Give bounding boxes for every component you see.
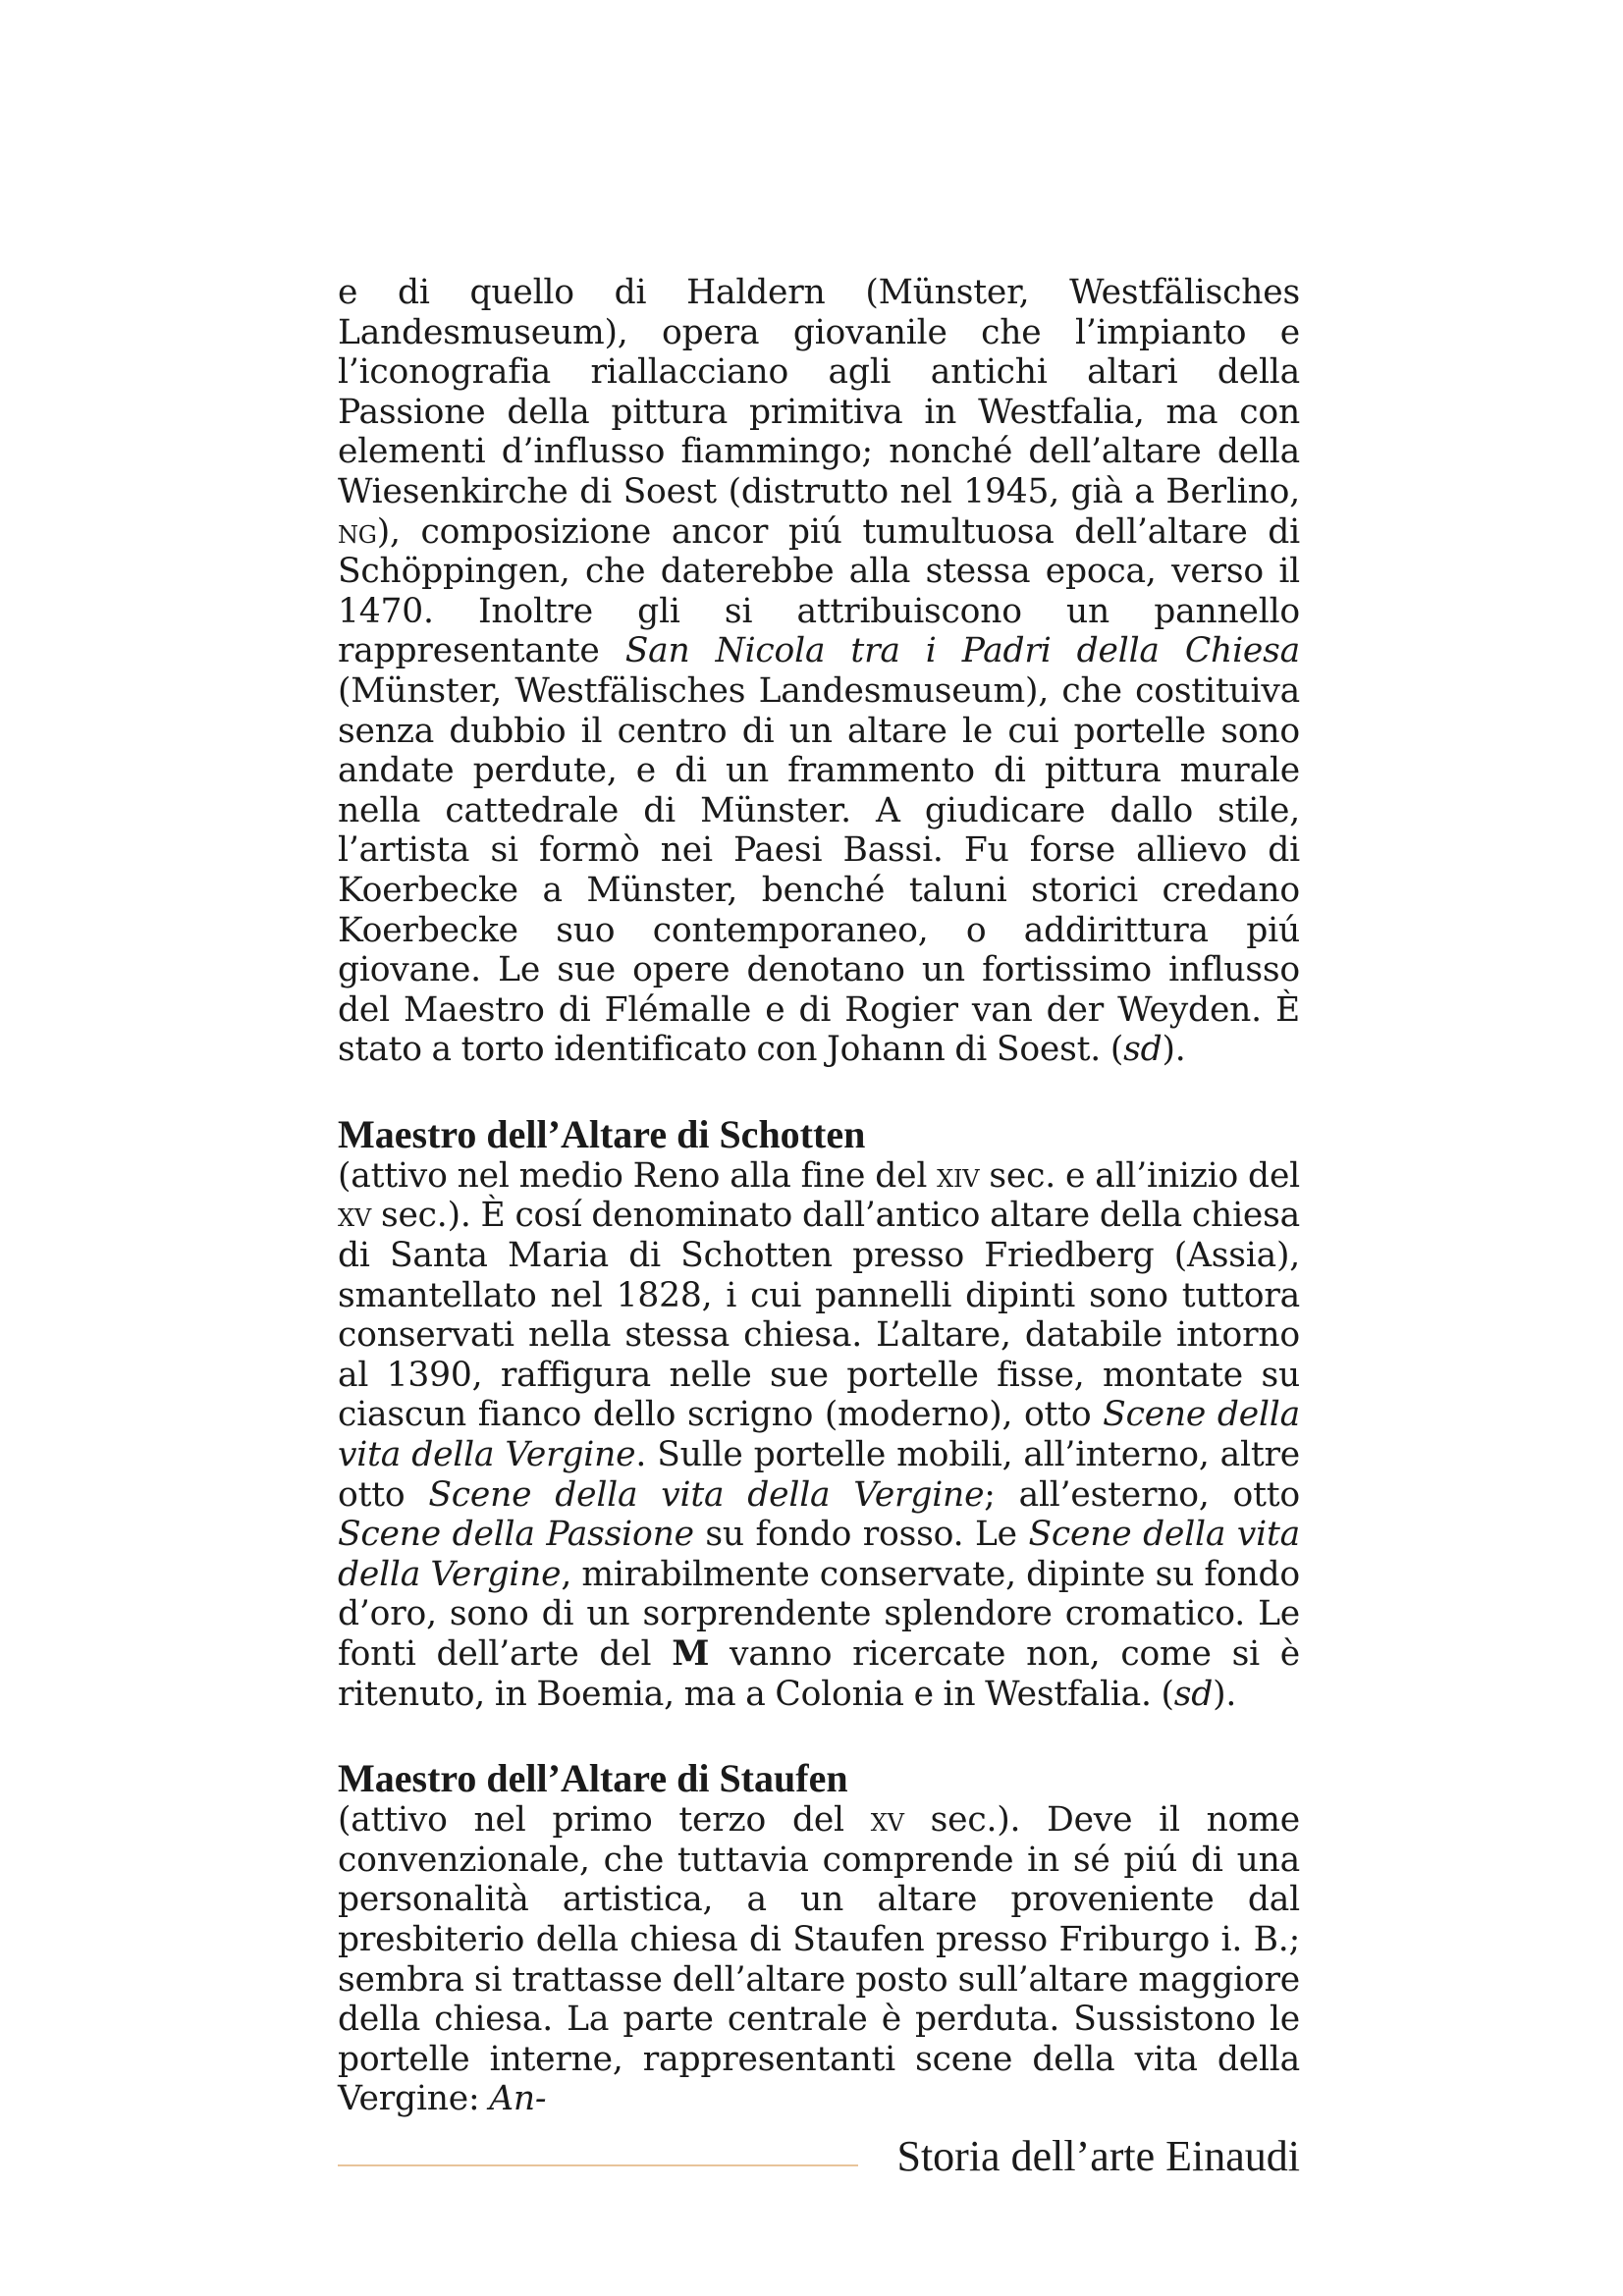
text-run: (attivo nel medio Reno alla fine del (338, 1155, 938, 1196)
artwork-title: Scene della vita della Vergine (428, 1474, 985, 1515)
continuation-paragraph (338, 273, 1300, 1070)
entry-paragraph (338, 1156, 1300, 1714)
text-run: sec. e all’inizio del (979, 1155, 1300, 1196)
artwork-title: San Nicola tra i Padri della Chiesa (624, 631, 1300, 671)
small-caps-run: xiv (937, 1155, 980, 1196)
artwork-title: Scene della Passione (338, 1515, 694, 1555)
artwork-title: Scene della vita della Vergine (338, 1395, 1300, 1475)
text-run: , mirabilmente conservate, dipinte su fondo d’oro, sono di un sorprendente splendore cromatico. Le fonti dell’arte del (338, 1554, 1300, 1674)
author-initials: sd (1123, 1030, 1163, 1070)
author-initials: sd (1173, 1674, 1214, 1714)
text-run: sec.). È cosí denominato dall’antico altare della chiesa di Santa Maria di Schotten presso Friedberg (Assia), smantellato nel 1828, i cui pannelli dipinti sono tuttora conservati nella stessa chiesa. L’altare, databile intorno al 1390, raffigura nelle sue portelle fisse, montate su ciascun fianco dello scrigno (moderno), otto (338, 1196, 1300, 1435)
text-run: ). (1213, 1674, 1237, 1714)
page-body (338, 273, 1300, 2119)
text-run: sec.). Deve il nome convenzionale, che tuttavia comprende in sé piú di una personalità artistica, a un altare proveniente dal presbiterio della chiesa di Staufen presso Friburgo i. B.; sembra si trattasse dell’altare posto sull’altare maggiore della chiesa. La parte centrale è perduta. Sussistono le portelle interne, rappresentanti scene della vita della Vergine: (338, 1800, 1300, 2119)
entry-heading: Maestro dell’Altare di Staufen (338, 1756, 848, 1801)
entry-paragraph (338, 1800, 1300, 2119)
text-run: (attivo nel primo terzo del (338, 1800, 871, 1841)
page-footer (338, 2127, 1300, 2186)
text-run: ), composizione ancor piú tumultuosa dell’altare di Schöppingen, che daterebbe alla stessa epoca, verso il 1470. Inoltre gli si attribuiscono un pannello rappresentante (338, 511, 1300, 671)
small-caps-run: ng (338, 511, 377, 552)
entry-heading: Maestro dell’Altare di Schotten (338, 1111, 866, 1156)
text-run: . Sulle portelle mobili, all’interno, altre otto (338, 1435, 1300, 1515)
small-caps-run: xv (338, 1196, 372, 1236)
text-run: ; all’esterno, otto (984, 1474, 1300, 1515)
text-run: vanno ricercate non, come si è ritenuto, in Boemia, ma a Colonia e in Westfalia. ( (338, 1634, 1300, 1714)
text-run: su fondo rosso. Le (693, 1515, 1029, 1555)
text-run: e di quello di Haldern (Münster, Westfälisches Landesmuseum), opera giovanile che l’impianto e l’iconografia riallacciano agli antichi altari della Passione della pittura primitiva in Westfalia, ma con elementi d’influsso fiammingo; nonché dell’altare della Wiesenkirche di Soest (distrutto nel 1945, già a Berlino, (338, 273, 1300, 511)
footer-rule (338, 2164, 858, 2166)
text-run: ). (1162, 1030, 1186, 1070)
artwork-title: An- (489, 2079, 547, 2119)
bold-abbreviation: M (672, 1634, 710, 1674)
text-run: (Münster, Westfälisches Landesmuseum), che costituiva senza dubbio il centro di un altare le cui portelle sono andate perdute, e di un frammento di pittura murale nella cattedrale di Münster. A giudicare dallo stile, l’artista si formò nei Paesi Bassi. Fu forse allievo di Koerbecke a Münster, benché taluni storici credano Koerbecke suo contemporaneo, o addirittura piú giovane. Le sue opere denotano un fortissimo influsso del Maestro di Flémalle e di Rogier van der Weyden. È stato a torto identificato con Johann di Soest. ( (338, 670, 1300, 1070)
footer-publisher-title: Storia dell’arte Einaudi (896, 2132, 1300, 2180)
artwork-title: Scene della vita della Vergine (338, 1515, 1300, 1594)
small-caps-run: xv (870, 1800, 904, 1841)
